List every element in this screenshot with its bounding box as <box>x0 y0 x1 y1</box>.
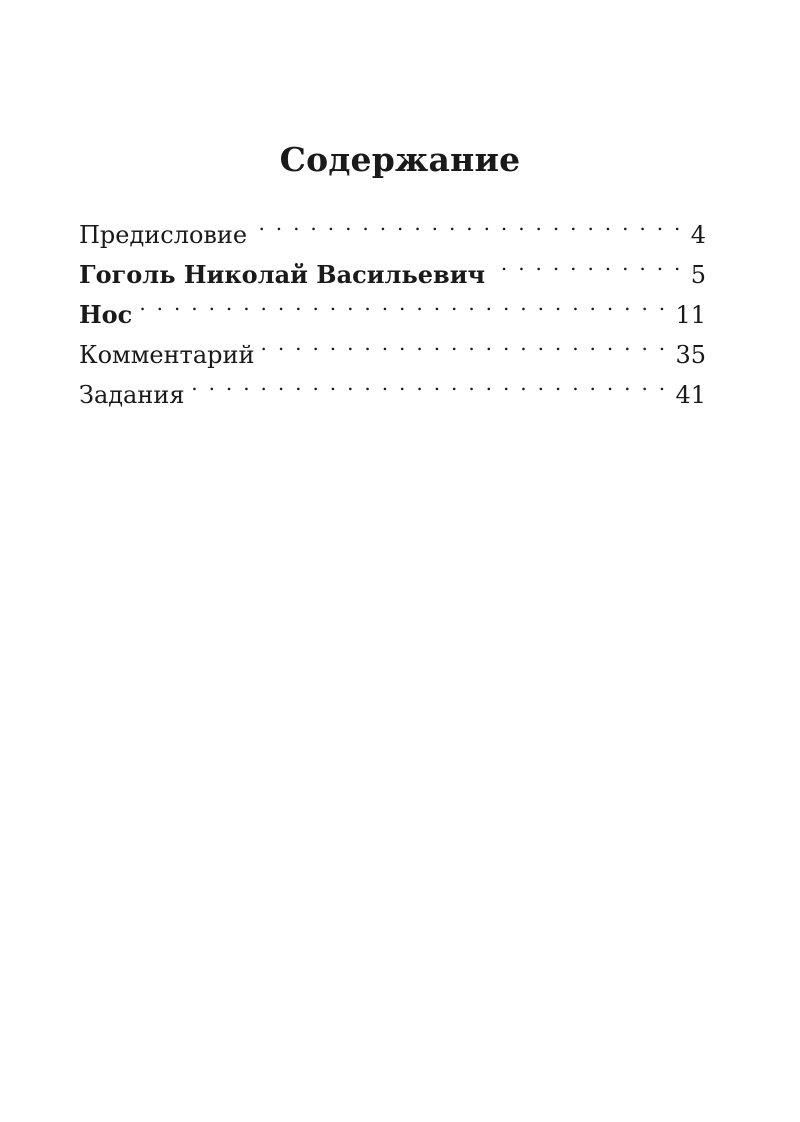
page-title: Содержание <box>279 140 521 179</box>
toc-entry-commentary[interactable] <box>79 323 706 369</box>
toc-entry-label: Предисловие <box>79 221 248 249</box>
toc-entry-nos[interactable] <box>79 283 706 329</box>
dot-leader <box>491 243 683 283</box>
toc-entry-page: 5 <box>690 261 706 289</box>
dot-leader <box>190 363 667 403</box>
toc-entry-label: Гоголь Николай Васильевич <box>79 260 486 289</box>
toc-entry-page: 35 <box>675 341 706 369</box>
toc-entry-preface[interactable] <box>79 203 706 249</box>
table-of-contents <box>79 203 706 409</box>
toc-entry-label: Комментарий <box>79 341 255 369</box>
dot-leader <box>253 203 683 243</box>
toc-entry-page: 4 <box>690 221 706 249</box>
toc-entry-label: Нос <box>79 300 133 329</box>
dot-leader <box>261 323 668 363</box>
toc-entry-page: 41 <box>675 381 706 409</box>
toc-entry-label: Задания <box>79 381 185 409</box>
toc-entry-page: 11 <box>675 301 706 329</box>
dot-leader <box>138 283 667 323</box>
